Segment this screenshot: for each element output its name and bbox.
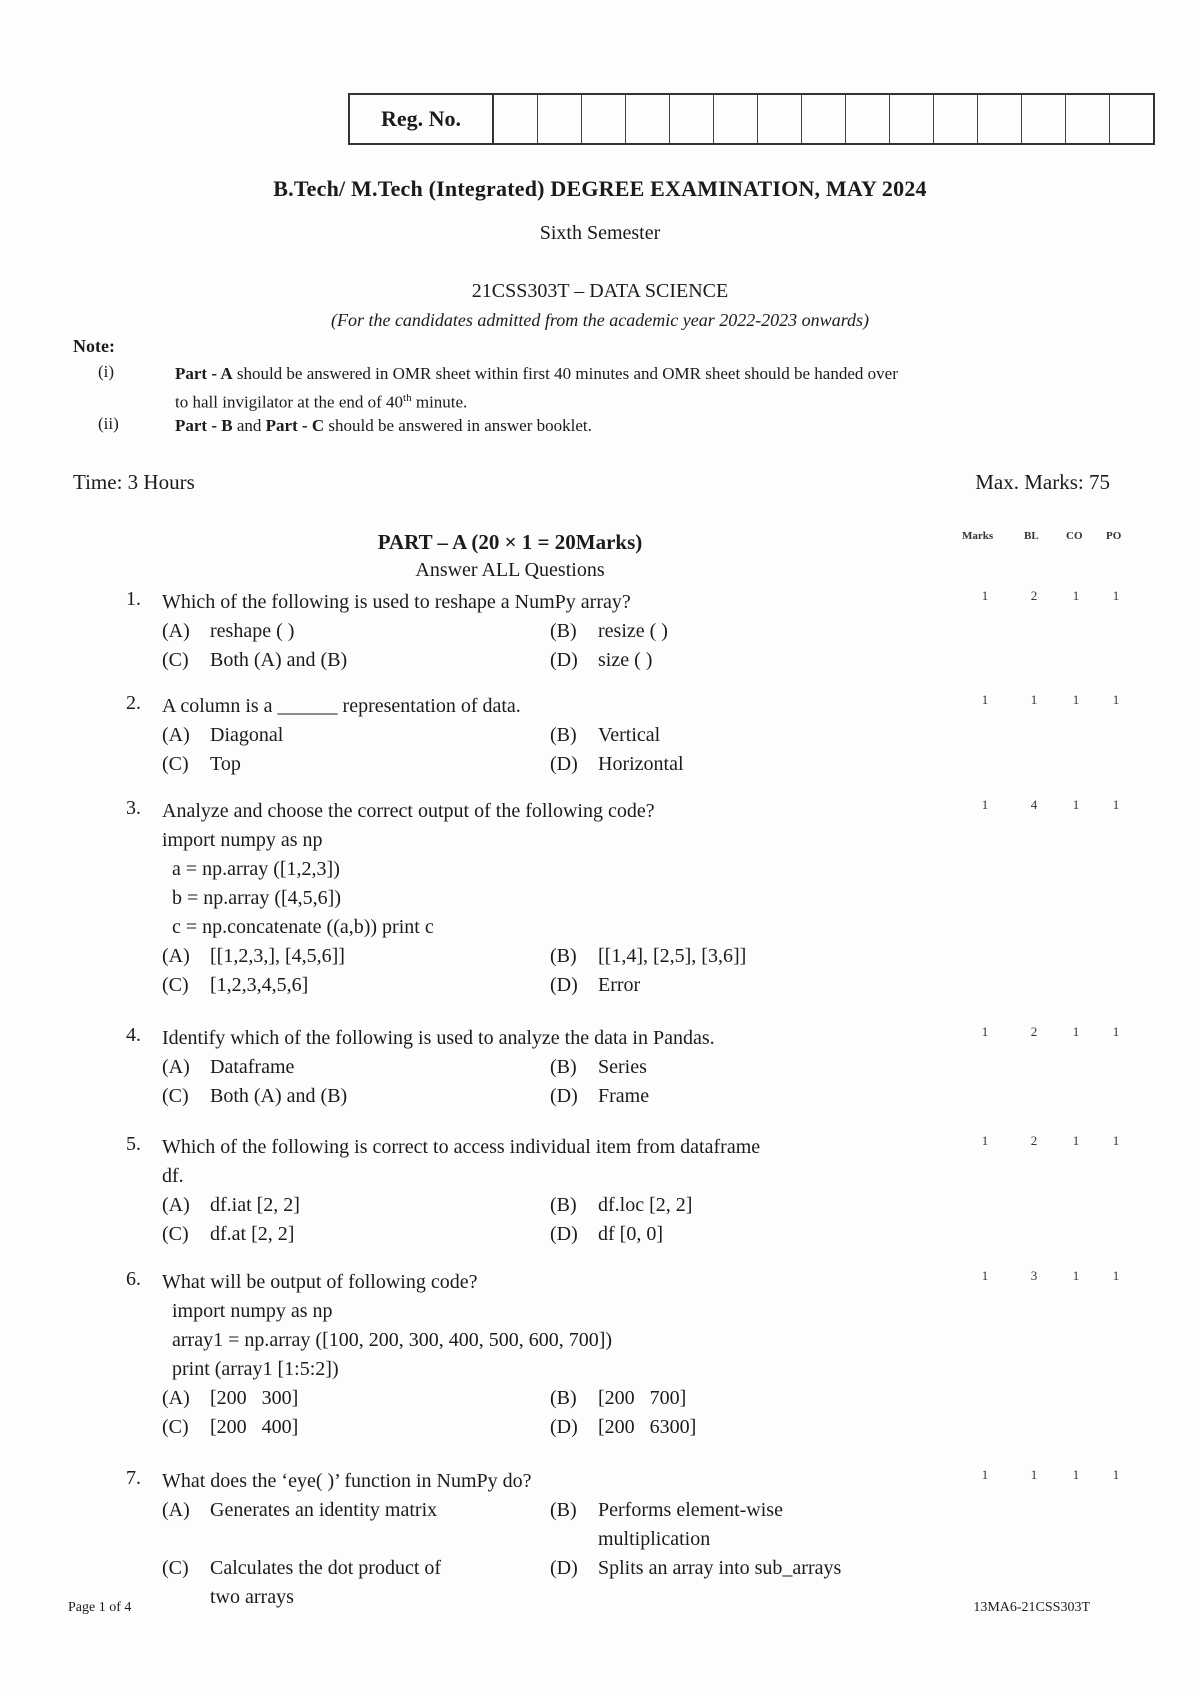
question-number: 1.: [126, 588, 141, 610]
option-c: (C) Top: [162, 753, 241, 775]
reg-no-label: Reg. No.: [350, 95, 494, 143]
option-c-cont: two arrays: [210, 1586, 294, 1608]
option-d: (D) size ( ): [550, 649, 653, 671]
reg-no-box: [348, 93, 1155, 145]
co-value: 1: [1072, 1467, 1080, 1482]
bl-value: 1: [1030, 692, 1038, 707]
column-header-marks: Marks: [962, 530, 994, 542]
option-a: (A) [200 300]: [162, 1387, 299, 1409]
reg-no-cell[interactable]: [494, 95, 538, 143]
marks-value: 1: [981, 1024, 989, 1039]
option-a: (A) Diagonal: [162, 724, 284, 746]
option-d: (D) Frame: [550, 1085, 650, 1107]
po-value: 1: [1112, 1024, 1120, 1039]
question-number: 3.: [126, 797, 141, 819]
co-value: 1: [1072, 692, 1080, 707]
option-a: (A) df.iat [2, 2]: [162, 1194, 300, 1216]
marks-value: 1: [981, 797, 989, 812]
question-number: 2.: [126, 692, 141, 714]
max-marks: Max. Marks: 75: [975, 470, 1110, 494]
reg-no-cell[interactable]: [1066, 95, 1110, 143]
question-number: 4.: [126, 1024, 141, 1046]
reg-no-cell[interactable]: [626, 95, 670, 143]
question-text: What will be output of following code?: [162, 1271, 478, 1293]
question-text: Analyze and choose the correct output of the following code?: [162, 800, 655, 822]
part-a-heading: PART – A (20 × 1 = 20Marks): [377, 530, 643, 554]
option-b: (B) df.loc [2, 2]: [550, 1194, 693, 1216]
note-item-2: [175, 414, 1135, 438]
option-b-cont: multiplication: [598, 1528, 711, 1550]
note-bold: Part - C: [265, 416, 325, 435]
reg-no-cell[interactable]: [802, 95, 846, 143]
option-d: (D) [200 6300]: [550, 1416, 697, 1438]
note-text: should be answered in answer booklet.: [324, 416, 592, 435]
option-c: (C) Calculates the dot product of: [162, 1557, 442, 1579]
question-number: 7.: [126, 1467, 141, 1489]
note-bold: Part - A: [175, 364, 233, 383]
column-header-co: CO: [1066, 530, 1083, 542]
code-line: c = np.concatenate ((a,b)) print c: [172, 916, 434, 938]
po-value: 1: [1112, 1467, 1120, 1482]
option-c: (C) [200 400]: [162, 1416, 299, 1438]
reg-no-cell[interactable]: [934, 95, 978, 143]
reg-no-cell[interactable]: [714, 95, 758, 143]
semester: Sixth Semester: [539, 222, 661, 244]
note-label: Note:: [73, 336, 115, 356]
note-sup: th: [403, 392, 412, 404]
reg-no-cell[interactable]: [758, 95, 802, 143]
course-title: 21CSS303T – DATA SCIENCE: [471, 280, 729, 302]
column-header-bl: BL: [1024, 530, 1039, 542]
question-text: What does the ‘eye( )’ function in NumPy do?: [162, 1470, 532, 1492]
reg-no-cell[interactable]: [1110, 95, 1153, 143]
co-value: 1: [1072, 1133, 1080, 1148]
candidates-note: (For the candidates admitted from the academic year 2022-2023 onwards): [330, 310, 870, 330]
po-value: 1: [1112, 692, 1120, 707]
reg-no-cell[interactable]: [670, 95, 714, 143]
option-d: (D) df [0, 0]: [550, 1223, 663, 1245]
co-value: 1: [1072, 797, 1080, 812]
option-a: (A) Generates an identity matrix: [162, 1499, 438, 1521]
marks-value: 1: [981, 1268, 989, 1283]
co-value: 1: [1072, 1268, 1080, 1283]
marks-value: 1: [981, 1467, 989, 1482]
code-line: a = np.array ([1,2,3]): [172, 858, 340, 880]
option-a: (A) reshape ( ): [162, 620, 295, 642]
reg-no-cell[interactable]: [538, 95, 582, 143]
part-a-instruction: Answer ALL Questions: [415, 559, 605, 581]
bl-value: 2: [1030, 1133, 1038, 1148]
option-a: (A) [[1,2,3,], [4,5,6]]: [162, 945, 345, 967]
po-value: 1: [1112, 588, 1120, 603]
note-text: minute.: [411, 392, 468, 412]
note-number: (ii): [98, 414, 119, 433]
code-line: print (array1 [1:5:2]): [172, 1358, 339, 1380]
reg-no-cell[interactable]: [978, 95, 1022, 143]
question-text: Which of the following is used to reshape a NumPy array?: [162, 591, 631, 613]
option-b: (B) Performs element-wise: [550, 1499, 783, 1521]
co-value: 1: [1072, 1024, 1080, 1039]
option-b: (B) [[1,4], [2,5], [3,6]]: [550, 945, 747, 967]
option-c: (C) [1,2,3,4,5,6]: [162, 974, 309, 996]
exam-title: B.Tech/ M.Tech (Integrated) DEGREE EXAMINATION, MAY 2024: [273, 176, 927, 201]
note-bold: Part - B: [175, 416, 233, 435]
paper-code: 13MA6-21CSS303T: [973, 1600, 1090, 1615]
marks-value: 1: [981, 692, 989, 707]
code-line: import numpy as np: [172, 1300, 333, 1322]
question-text: Which of the following is correct to access individual item from dataframe: [162, 1136, 761, 1158]
option-a: (A) Dataframe: [162, 1056, 295, 1078]
note-text: and: [232, 416, 266, 435]
exam-time: Time: 3 Hours: [73, 470, 195, 494]
code-line: array1 = np.array ([100, 200, 300, 400, 500, 600, 700]): [172, 1329, 613, 1351]
option-c: (C) Both (A) and (B): [162, 649, 348, 671]
marks-value: 1: [981, 1133, 989, 1148]
option-d: (D) Splits an array into sub_arrays: [550, 1557, 842, 1579]
code-line: b = np.array ([4,5,6]): [172, 887, 341, 909]
option-b: (B) [200 700]: [550, 1387, 687, 1409]
bl-value: 2: [1030, 588, 1038, 603]
bl-value: 2: [1030, 1024, 1038, 1039]
option-c: (C) Both (A) and (B): [162, 1085, 348, 1107]
column-header-po: PO: [1106, 530, 1122, 542]
option-d: (D) Error: [550, 974, 641, 996]
co-value: 1: [1072, 588, 1080, 603]
question-text: Identify which of the following is used to analyze the data in Pandas.: [162, 1027, 715, 1049]
note-number: (i): [98, 362, 115, 381]
marks-value: 1: [981, 588, 989, 603]
option-c: (C) df.at [2, 2]: [162, 1223, 295, 1245]
question-text-cont: df.: [162, 1165, 184, 1187]
question-number: 5.: [126, 1133, 141, 1155]
page-number: Page 1 of 4: [68, 1600, 132, 1615]
reg-no-cell[interactable]: [846, 95, 890, 143]
option-b: (B) Series: [550, 1056, 647, 1078]
note-item-1: [175, 362, 1135, 415]
question-number: 6.: [126, 1268, 141, 1290]
question-text: A column is a ______ representation of data.: [162, 695, 521, 717]
code-line: import numpy as np: [162, 829, 323, 851]
reg-no-cell[interactable]: [890, 95, 934, 143]
option-b: (B) Vertical: [550, 724, 661, 746]
bl-value: 3: [1030, 1268, 1038, 1283]
reg-no-cell[interactable]: [582, 95, 626, 143]
po-value: 1: [1112, 1133, 1120, 1148]
bl-value: 1: [1030, 1467, 1038, 1482]
po-value: 1: [1112, 797, 1120, 812]
note-text: should be answered in OMR sheet within first 40 minutes and OMR sheet should be handed over: [232, 364, 898, 383]
po-value: 1: [1112, 1268, 1120, 1283]
reg-no-cell[interactable]: [1022, 95, 1066, 143]
option-d: (D) Horizontal: [550, 753, 684, 775]
note-text: to hall invigilator at the end of 40: [175, 392, 404, 412]
bl-value: 4: [1030, 797, 1038, 812]
option-b: (B) resize ( ): [550, 620, 668, 642]
